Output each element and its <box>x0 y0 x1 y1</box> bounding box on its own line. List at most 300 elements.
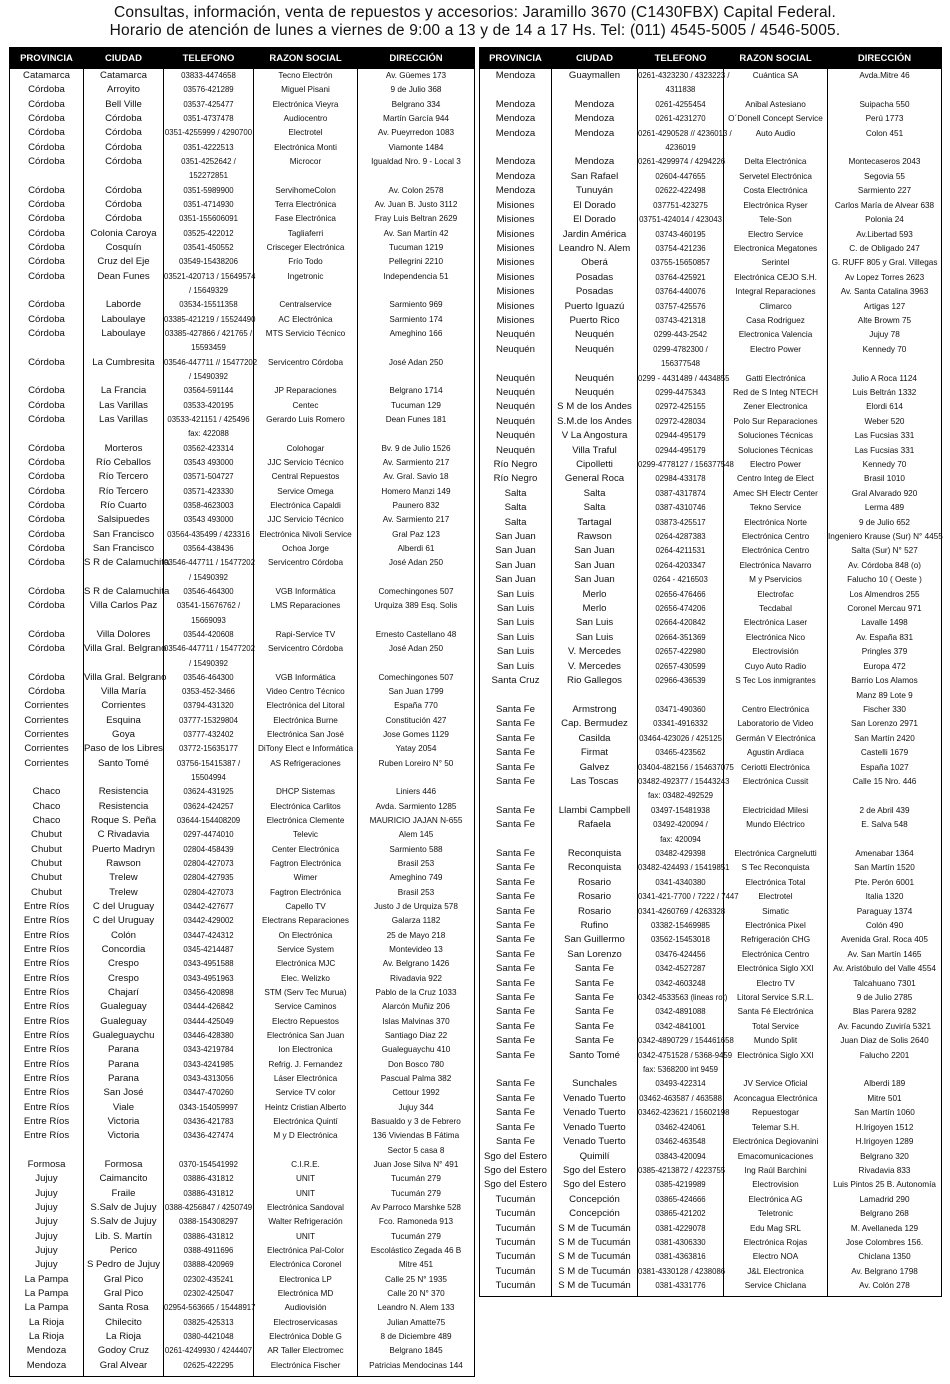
cell-ciudad: Rawson <box>84 857 164 871</box>
cell-ciudad: Córdoba <box>84 212 164 226</box>
cell-provincia: Córdoba <box>10 112 84 126</box>
cell-provincia: Salta <box>480 487 552 501</box>
cell-telefono: 02664-351369 <box>638 631 724 645</box>
cell-direccion: Av. Pueyrredon 1083 <box>358 126 475 140</box>
cell-ciudad: Córdoba <box>84 112 164 126</box>
cell-direccion: Ameghino 166 <box>358 327 475 341</box>
cell-razon-social: Servicentro Córdoba <box>254 642 358 656</box>
cell-telefono: 03521-420713 / 15649574 <box>164 270 254 284</box>
cell-provincia: Tucumán <box>480 1207 552 1221</box>
cell-direccion: Amenabar 1364 <box>828 847 942 861</box>
cell-provincia: Santa Fe <box>480 1034 552 1048</box>
cell-direccion <box>358 370 475 384</box>
cell-razon-social: Servicentro Córdoba <box>254 556 358 570</box>
table-row <box>480 1092 942 1106</box>
cell-razon-social: On Electrónica <box>254 929 358 943</box>
cell-direccion: Av. Sarmiento 217 <box>358 456 475 470</box>
cell-razon-social: Tecno Electrón <box>254 69 358 84</box>
cell-telefono: 03546-447711 / 15477202 <box>164 642 254 656</box>
table-row <box>10 184 475 198</box>
cell-ciudad: Venado Tuerto <box>552 1135 638 1149</box>
cell-razon-social: Fase Electrónica <box>254 212 358 226</box>
cell-ciudad: Reconquista <box>552 861 638 875</box>
cell-telefono: 03444-426842 <box>164 1000 254 1014</box>
table-row <box>480 1279 942 1293</box>
cell-telefono: 02944-495179 <box>638 444 724 458</box>
cell-ciudad: Villa María <box>84 685 164 699</box>
cell-ciudad <box>552 789 638 803</box>
cell-telefono: 03743-421318 <box>638 314 724 328</box>
cell-direccion: Tucuman 129 <box>358 399 475 413</box>
cell-direccion: Martín García 944 <box>358 112 475 126</box>
cell-ciudad: V La Angostura <box>552 429 638 443</box>
cell-telefono: 02966-436539 <box>638 674 724 688</box>
table-row <box>10 1158 475 1172</box>
cell-provincia <box>480 789 552 803</box>
cell-razon-social: AS Refrigeraciones <box>254 757 358 771</box>
cell-ciudad: Rafaela <box>552 818 638 832</box>
cell-direccion: Pascual Palma 382 <box>358 1072 475 1086</box>
cell-provincia: La Pampa <box>10 1301 84 1315</box>
cell-provincia: Córdoba <box>10 227 84 241</box>
table-row <box>480 184 942 198</box>
table-row <box>10 1172 475 1186</box>
cell-telefono: 03456-420898 <box>164 986 254 1000</box>
cell-direccion: Calle 15 Nro. 446 <box>828 775 942 789</box>
cell-ciudad: Rosario <box>552 905 638 919</box>
cell-razon-social: Tekno Service <box>724 501 828 515</box>
table-row <box>10 270 475 284</box>
cell-ciudad <box>552 83 638 97</box>
cell-ciudad: Concordia <box>84 943 164 957</box>
cell-telefono: 03482-429398 <box>638 847 724 861</box>
cell-provincia: Jujuy <box>10 1215 84 1229</box>
cell-provincia: San Luis <box>480 602 552 616</box>
cell-razon-social: Refrigeración CHG <box>724 933 828 947</box>
cell-razon-social: Fagtron Electrónica <box>254 886 358 900</box>
cell-ciudad <box>552 833 638 847</box>
cell-provincia: Córdoba <box>10 384 84 398</box>
cell-telefono: 03886-431812 <box>164 1172 254 1186</box>
table-row <box>10 714 475 728</box>
cell-razon-social: Crisceger Electrónica <box>254 241 358 255</box>
cell-telefono: 0264-4211531 <box>638 544 724 558</box>
cell-ciudad: Crespo <box>84 957 164 971</box>
cell-provincia: Misiones <box>480 300 552 314</box>
cell-telefono: 03751-424014 / 423043 <box>638 213 724 227</box>
cell-provincia: Sgo del Estero <box>480 1164 552 1178</box>
cell-ciudad: Villa Dolores <box>84 628 164 642</box>
cell-ciudad: S M de Tucumán <box>552 1222 638 1236</box>
cell-razon-social: Electrónica Pixel <box>724 919 828 933</box>
cell-ciudad: S M de Tucumán <box>552 1236 638 1250</box>
cell-telefono: 02657-430599 <box>638 660 724 674</box>
cell-razon-social: Electrónica Centro <box>724 544 828 558</box>
cell-direccion: Belgrano 334 <box>358 98 475 112</box>
cell-provincia: Córdoba <box>10 184 84 198</box>
cell-direccion: Igualdad Nro. 9 - Local 3 <box>358 155 475 169</box>
cell-provincia: Entre Ríos <box>10 1115 84 1129</box>
cell-ciudad: Rufino <box>552 919 638 933</box>
cell-telefono: 03436-421783 <box>164 1115 254 1129</box>
cell-provincia: Córdoba <box>10 155 84 169</box>
cell-provincia <box>10 284 84 298</box>
table-row <box>10 728 475 742</box>
cell-direccion: Don Bosco 780 <box>358 1058 475 1072</box>
cell-direccion: Bv. 9 de Julio 1526 <box>358 442 475 456</box>
cell-provincia <box>480 83 552 97</box>
cell-razon-social: Electrónica Siglo XXI <box>724 1049 828 1063</box>
cell-razon-social: DHCP Sistemas <box>254 785 358 799</box>
cell-telefono: 02657-422980 <box>638 645 724 659</box>
cell-ciudad: S.Salv de Jujuy <box>84 1215 164 1229</box>
cell-provincia: Chubut <box>10 871 84 885</box>
cell-provincia: Santa Fe <box>480 1005 552 1019</box>
cell-ciudad <box>84 1144 164 1158</box>
cell-direccion: Luis Pintos 25 B. Autonomía <box>828 1178 942 1192</box>
cell-razon-social: Electricidad Milesi <box>724 804 828 818</box>
cell-direccion <box>828 141 942 155</box>
cell-telefono: 03541-450552 <box>164 241 254 255</box>
cell-provincia: Córdoba <box>10 628 84 642</box>
cell-razon-social: Gatti Electrónica <box>724 372 828 386</box>
cell-telefono: 03888-420969 <box>164 1258 254 1272</box>
cell-ciudad: Llambi Campbell <box>552 804 638 818</box>
cell-razon-social: Simatic <box>724 905 828 919</box>
empty-cell <box>828 1294 942 1297</box>
table-row <box>480 1222 942 1236</box>
cell-telefono: 02804-427073 <box>164 857 254 871</box>
cell-provincia: Entre Ríos <box>10 1000 84 1014</box>
cell-telefono: 02302-435241 <box>164 1273 254 1287</box>
cell-direccion: Tucuman 1219 <box>358 241 475 255</box>
cell-direccion: Av. España 831 <box>828 631 942 645</box>
table-row <box>10 642 475 656</box>
cell-direccion: Belgrano 268 <box>828 1207 942 1221</box>
cell-direccion: Santiago Diaz 22 <box>358 1029 475 1043</box>
cell-provincia: Chubut <box>10 857 84 871</box>
cell-provincia <box>10 341 84 355</box>
cell-provincia: Córdoba <box>10 542 84 556</box>
cell-direccion: Lavalle 1498 <box>828 616 942 630</box>
cell-provincia: San Luis <box>480 660 552 674</box>
cell-telefono: 03341-4916332 <box>638 717 724 731</box>
cell-telefono: 0381-4306330 <box>638 1236 724 1250</box>
cell-ciudad: Mendoza <box>552 155 638 169</box>
table-row <box>10 914 475 928</box>
cell-razon-social: Tagliaferri <box>254 227 358 241</box>
table-row <box>10 112 475 126</box>
cell-razon-social: Soluciones Técnicas <box>724 429 828 443</box>
cell-ciudad: Posadas <box>552 285 638 299</box>
cell-razon-social: Electrotel <box>254 126 358 140</box>
table-body-left <box>10 69 475 1377</box>
cell-telefono: 0370-154541992 <box>164 1158 254 1172</box>
cell-razon-social: STM (Serv Tec Murua) <box>254 986 358 1000</box>
cell-direccion: José Adan 250 <box>358 556 475 570</box>
cell-razon-social: Electrónica Total <box>724 876 828 890</box>
cell-provincia <box>10 614 84 628</box>
cell-provincia: Córdoba <box>10 556 84 570</box>
cell-telefono: 0299-4782300 / <box>638 343 724 357</box>
cell-telefono: 0342-4891088 <box>638 1005 724 1019</box>
cell-razon-social: Electrónica Cussit <box>724 775 828 789</box>
cell-ciudad: Santa Fe <box>552 962 638 976</box>
cell-razon-social: Electro TV <box>724 977 828 991</box>
cell-direccion: Av.Libertad 593 <box>828 228 942 242</box>
cell-direccion: Patricias Mendocinas 144 <box>358 1359 475 1373</box>
cell-direccion <box>358 614 475 628</box>
cell-telefono: 03546-447711 // 15477202 <box>164 356 254 370</box>
cell-razon-social: Electrónica Vieyra <box>254 98 358 112</box>
cell-telefono: 0343-4313056 <box>164 1072 254 1086</box>
cell-razon-social: Teletronic <box>724 1207 828 1221</box>
cell-razon-social: Santa Fé Electrónica <box>724 1005 828 1019</box>
cell-razon-social <box>254 284 358 298</box>
cell-ciudad: Neuquén <box>552 372 638 386</box>
cell-direccion: Pringles 379 <box>828 645 942 659</box>
cell-ciudad: General Roca <box>552 472 638 486</box>
cell-telefono: 0264-4287383 <box>638 530 724 544</box>
cell-direccion: San Juan 1799 <box>358 685 475 699</box>
table-row <box>10 284 475 298</box>
cell-ciudad: San Juan <box>552 559 638 573</box>
cell-telefono: 03843-420094 <box>638 1150 724 1164</box>
cell-razon-social: J&L Electronica <box>724 1265 828 1279</box>
cell-direccion: Barrio Los Alamos <box>828 674 942 688</box>
table-row <box>10 585 475 599</box>
cell-ciudad: Resistencia <box>84 800 164 814</box>
cell-direccion: Av. Santa Catalina 3963 <box>828 285 942 299</box>
cell-direccion <box>358 571 475 585</box>
cell-ciudad: Parana <box>84 1043 164 1057</box>
cell-direccion: Mitre 501 <box>828 1092 942 1106</box>
table-row <box>480 372 942 386</box>
cell-ciudad: Sgo del Estero <box>552 1178 638 1192</box>
cell-ciudad: Galvez <box>552 761 638 775</box>
cell-telefono: 0343-4951588 <box>164 957 254 971</box>
table-row <box>10 972 475 986</box>
cell-razon-social: Centralservice <box>254 298 358 312</box>
cell-ciudad: Las Varillas <box>84 399 164 413</box>
cell-ciudad: Bell Ville <box>84 98 164 112</box>
cell-telefono: 15669093 <box>164 614 254 628</box>
cell-telefono: 0388-4256847 / 4250749 <box>164 1201 254 1215</box>
cell-provincia: Córdoba <box>10 685 84 699</box>
cell-razon-social: Cuyo Auto Radio <box>724 660 828 674</box>
cell-razon-social: VGB Informática <box>254 585 358 599</box>
cell-ciudad: Mendoza <box>552 98 638 112</box>
cell-direccion: Urquiza 389 Esq. Solis <box>358 599 475 613</box>
table-row <box>480 170 942 184</box>
cell-direccion: 2 de Abril 439 <box>828 804 942 818</box>
cell-provincia: San Luis <box>480 616 552 630</box>
cell-razon-social: C.I.R.E. <box>254 1158 358 1172</box>
cell-razon-social: Servicentro Córdoba <box>254 356 358 370</box>
cell-provincia: Jujuy <box>10 1172 84 1186</box>
cell-razon-social: Electrónica Laser <box>724 616 828 630</box>
cell-telefono: 03447-470260 <box>164 1086 254 1100</box>
col-header-provincia: PROVINCIA <box>480 48 552 69</box>
table-row <box>10 814 475 828</box>
cell-telefono: 03533-420195 <box>164 399 254 413</box>
cell-ciudad: Laborde <box>84 298 164 312</box>
table-row <box>480 1250 942 1264</box>
cell-razon-social: VGB Informática <box>254 671 358 685</box>
cell-provincia: San Luis <box>480 631 552 645</box>
cell-provincia: La Rioja <box>10 1316 84 1330</box>
cell-ciudad: Gral Pico <box>84 1273 164 1287</box>
cell-provincia: Mendoza <box>480 155 552 169</box>
cell-razon-social: Mundo Split <box>724 1034 828 1048</box>
cell-ciudad: S.Salv de Jujuy <box>84 1201 164 1215</box>
cell-razon-social: S Tec Reconquista <box>724 861 828 875</box>
table-row <box>480 588 942 602</box>
cell-telefono: 0380-4421048 <box>164 1330 254 1344</box>
cell-provincia: Jujuy <box>10 1230 84 1244</box>
table-row <box>10 1201 475 1215</box>
cell-telefono: 03571-423330 <box>164 485 254 499</box>
cell-provincia: Santa Fe <box>480 732 552 746</box>
cell-direccion <box>828 357 942 371</box>
cell-direccion: G. RUFF 805 y Gral. Villegas <box>828 256 942 270</box>
table-row <box>10 1129 475 1143</box>
cell-razon-social: Electronica LP <box>254 1273 358 1287</box>
cell-razon-social: Emacomunicaciones <box>724 1150 828 1164</box>
cell-telefono: 0261-4231270 <box>638 112 724 126</box>
table-row <box>480 501 942 515</box>
cell-razon-social: Electrónica Monti <box>254 141 358 155</box>
cell-telefono: 03564-435499 / 423316 <box>164 528 254 542</box>
cell-provincia: Córdoba <box>10 98 84 112</box>
table-row <box>10 384 475 398</box>
cell-direccion: Montecaseros 2043 <box>828 155 942 169</box>
cell-ciudad: S.M.de los Andes <box>552 415 638 429</box>
cell-ciudad: Viale <box>84 1101 164 1115</box>
table-row <box>480 69 942 84</box>
cell-direccion: Fischer 330 <box>828 703 942 717</box>
table-row <box>480 415 942 429</box>
cell-direccion: Castelli 1679 <box>828 746 942 760</box>
cell-direccion: Avenida Gral. Roca 405 <box>828 933 942 947</box>
cell-provincia: Entre Ríos <box>10 1029 84 1043</box>
cell-direccion: Elordi 614 <box>828 400 942 414</box>
table-row <box>480 1063 942 1077</box>
cell-direccion: Talcahuano 7301 <box>828 977 942 991</box>
cell-ciudad: Sunchales <box>552 1077 638 1091</box>
cell-telefono: 0388-4911696 <box>164 1244 254 1258</box>
cell-ciudad: San Rafael <box>552 170 638 184</box>
cell-ciudad: Reconquista <box>552 847 638 861</box>
table-row <box>480 645 942 659</box>
cell-telefono: 02622-422498 <box>638 184 724 198</box>
cell-provincia: Jujuy <box>10 1258 84 1272</box>
cell-telefono: 0387-4310746 <box>638 501 724 515</box>
cell-provincia: Misiones <box>480 228 552 242</box>
table-row <box>10 1072 475 1086</box>
table-row <box>480 83 942 97</box>
cell-razon-social: Microcor <box>254 155 358 169</box>
cell-razon-social <box>724 141 828 155</box>
table-row <box>480 386 942 400</box>
cell-razon-social: JV Service Oficial <box>724 1077 828 1091</box>
cell-provincia: Mendoza <box>480 69 552 84</box>
table-row <box>480 775 942 789</box>
cell-telefono: 02656-474206 <box>638 602 724 616</box>
cell-razon-social: O´Donell Concept Service <box>724 112 828 126</box>
cell-provincia: Entre Ríos <box>10 1058 84 1072</box>
table-row <box>10 456 475 470</box>
cell-telefono: 03382-15469985 <box>638 919 724 933</box>
cell-razon-social: Cuántica SA <box>724 69 828 84</box>
table-header-row <box>480 48 942 69</box>
table-row <box>10 341 475 355</box>
cell-telefono: 0264 - 4216503 <box>638 573 724 587</box>
table-row <box>10 1344 475 1358</box>
table-row <box>480 991 942 1005</box>
table-row <box>10 685 475 699</box>
dealer-table-left <box>9 47 475 1377</box>
cell-provincia: Neuquén <box>480 415 552 429</box>
cell-provincia: Santa Fe <box>480 919 552 933</box>
cell-direccion: Sarmiento 588 <box>358 843 475 857</box>
cell-telefono: 02804-427073 <box>164 886 254 900</box>
cell-direccion: Montevideo 13 <box>358 943 475 957</box>
cell-direccion <box>358 657 475 671</box>
cell-provincia: Entre Ríos <box>10 929 84 943</box>
cell-razon-social: Electrónica Quintí <box>254 1115 358 1129</box>
cell-provincia: Misiones <box>480 199 552 213</box>
cell-razon-social: Integral Reparaciones <box>724 285 828 299</box>
cell-telefono: 03865-424666 <box>638 1193 724 1207</box>
cell-telefono: 03462-423621 / 15602198 <box>638 1106 724 1120</box>
table-row <box>480 314 942 328</box>
cell-telefono: 02664-420842 <box>638 616 724 630</box>
cell-provincia: Neuquén <box>480 429 552 443</box>
table-row <box>10 614 475 628</box>
cell-direccion: Sarmiento 227 <box>828 184 942 198</box>
cell-provincia: La Pampa <box>10 1287 84 1301</box>
cell-direccion: Av. Juan B. Justo 3112 <box>358 198 475 212</box>
cell-ciudad: Puerto Rico <box>552 314 638 328</box>
cell-direccion: Av. San Martín 42 <box>358 227 475 241</box>
table-row <box>480 616 942 630</box>
cell-telefono: 0299-443-2542 <box>638 328 724 342</box>
cell-provincia: Córdoba <box>10 485 84 499</box>
cell-razon-social: Service Omega <box>254 485 358 499</box>
dealer-table-right <box>479 47 942 1297</box>
table-row <box>10 227 475 241</box>
cell-direccion: Comechingones 507 <box>358 671 475 685</box>
cell-telefono: 0343-154059997 <box>164 1101 254 1115</box>
cell-razon-social: Electrónica Ryser <box>724 199 828 213</box>
cell-razon-social: Servetel Electrónica <box>724 170 828 184</box>
cell-ciudad: Trelew <box>84 871 164 885</box>
cell-ciudad <box>552 1063 638 1077</box>
cell-direccion: H.Irigoyen 1512 <box>828 1121 942 1135</box>
cell-direccion: 9 de Julio 2785 <box>828 991 942 1005</box>
cell-ciudad: Lib. S. Martín <box>84 1230 164 1244</box>
cell-razon-social: AC Electrónica <box>254 313 358 327</box>
cell-telefono <box>164 1144 254 1158</box>
cell-telefono: 15504994 <box>164 771 254 785</box>
cell-direccion: Gral Paz 123 <box>358 528 475 542</box>
cell-provincia: Tucumán <box>480 1279 552 1293</box>
cell-razon-social: Electroservicasas <box>254 1316 358 1330</box>
cell-telefono: 0381-4330128 / 4238086 <box>638 1265 724 1279</box>
cell-ciudad: Victoria <box>84 1129 164 1143</box>
cell-ciudad: Oberá <box>552 256 638 270</box>
